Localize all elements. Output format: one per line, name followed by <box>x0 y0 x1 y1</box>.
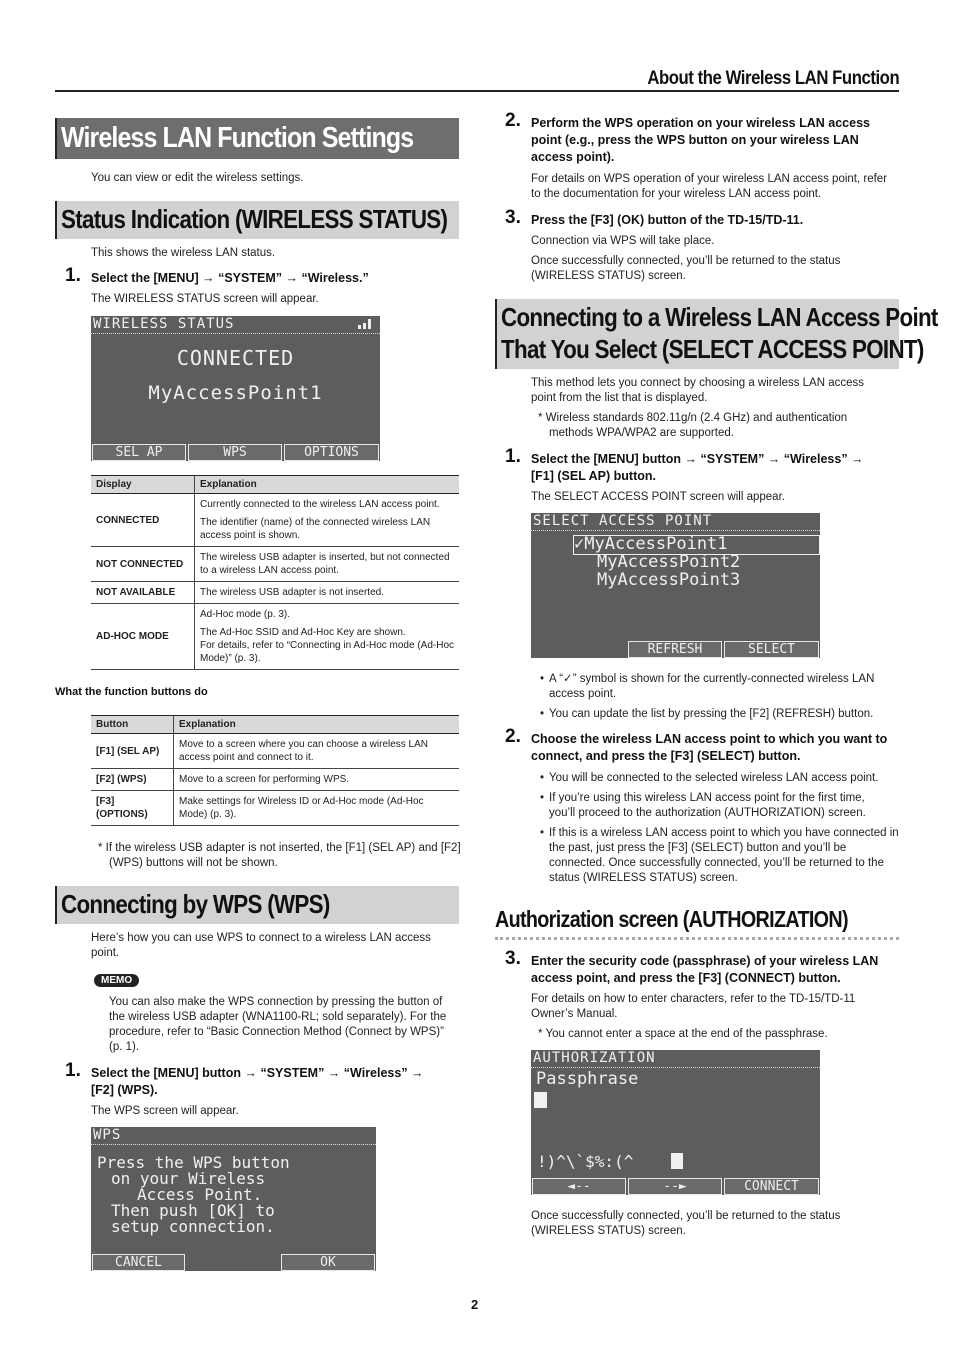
wps-step1-result: The WPS screen will appear. <box>91 1105 239 1117</box>
lcd-ap-name: MyAccessPoint1 <box>148 382 323 404</box>
buttons-table <box>91 715 459 826</box>
auth-step3: Enter the security code (passphrase) of your wireless LAN access point, and press the [F3] (CONNECT) button. <box>531 954 879 985</box>
f1-sel-ap-button[interactable]: SEL AP <box>92 444 186 461</box>
buttons-heading: What the function buttons do <box>55 686 208 698</box>
settings-intro: You can view or edit the wireless settings. <box>91 172 304 184</box>
ap-list-item[interactable]: MyAccessPoint2 <box>597 552 741 572</box>
step-number: 1. <box>65 265 81 286</box>
auth-step3-text: For details on how to enter characters, refer to the TD-15/TD-11 Owner’s Manual. <box>531 993 856 1020</box>
status-step1: Select the [MENU] → “SYSTEM” → “Wireless.” <box>91 271 369 285</box>
bullet-item: You will be connected to the selected wireless LAN access point. <box>549 772 879 784</box>
passphrase-cursor[interactable] <box>534 1092 547 1108</box>
wps-step3: Press the [F3] (OK) button of the TD-15/TD-11. <box>531 213 804 227</box>
character-cursor <box>671 1153 683 1169</box>
f2-wps-button[interactable]: WPS <box>188 444 282 461</box>
bullet-item: You can update the list by pressing the [F2] (REFRESH) button. <box>549 708 874 720</box>
table-row: CONNECTED Currently connected to the wireless LAN access point. The identifier (name) of the connected wireless LAN access point is shown. <box>91 494 459 547</box>
memo-badge: MEMO <box>94 974 139 987</box>
subsection-title-authorization: Authorization screen (AUTHORIZATION) <box>495 906 848 932</box>
select-step1: Select the [MENU] button → “SYSTEM” → “Wireless” → [F1] (SEL AP) button. <box>531 452 864 483</box>
ok-button[interactable]: OK <box>281 1254 375 1271</box>
wps-screen: WPS Press the WPS button on your Wireless Access Point. Then push [OK] to setup connection. CANCEL OK <box>91 1127 376 1271</box>
step-number: 1. <box>505 446 521 467</box>
table-row: [F3] (OPTIONS) Make settings for Wireless ID or Ad-Hoc mode (Ad-Hoc Mode) (p. 3). <box>91 791 459 826</box>
step-number: 2. <box>505 110 521 131</box>
wps-step3-text1: Connection via WPS will take place. <box>531 235 715 247</box>
lcd-title: SELECT ACCESS POINT <box>533 513 713 529</box>
cursor-left-button[interactable]: ◄-- <box>532 1178 626 1195</box>
bullet-item: A “✓” symbol is shown for the currently-connected wireless LAN access point. <box>549 673 875 700</box>
select-intro: This method lets you connect by choosing a wireless LAN access point from the list that is displayed. <box>531 377 865 404</box>
lcd-title: WIRELESS STATUS <box>93 316 235 332</box>
memo-text: You can also make the WPS connection by pressing the button of the wireless USB adapter (WNA1100-RL; sold separately). For the procedure, refer to “Basic Connection Method (Connect by WPS)” (p. 1). <box>109 996 447 1053</box>
passphrase-label: Passphrase <box>536 1069 639 1089</box>
table-row: NOT AVAILABLE The wireless USB adapter is not inserted. <box>91 582 459 604</box>
lcd-status-line: CONNECTED <box>176 346 295 370</box>
select-button[interactable]: SELECT <box>724 641 819 658</box>
footnote: * If the wireless USB adapter is not inserted, the [F1] (SEL AP) and [F2] (WPS) buttons will not be shown. <box>98 842 461 869</box>
dotted-rule <box>495 937 899 940</box>
step-number: 1. <box>65 1060 81 1081</box>
step-number: 3. <box>505 207 521 228</box>
table-row: [F1] (SEL AP) Move to a screen where you can choose a wireless LAN access point and connect to it. <box>91 734 459 769</box>
table-row: AD-HOC MODE Ad-Hoc mode (p. 3). The Ad-Hoc SSID and Ad-Hoc Key are shown. For details, refer to “Connecting in Ad-Hoc mode (Ad-Hoc Mode)” (p. 3). <box>91 604 459 670</box>
ap-list-item-selected[interactable]: ✓MyAccessPoint1 <box>573 535 820 555</box>
signal-icon <box>358 319 374 329</box>
bullet-item: If this is a wireless LAN access point to which you have connected in the past, just press the [F3] (SELECT) button and you’ll be connected. Once successfully connected, you’ll be returned to the status (WIRELESS STATUS) screen. <box>549 827 899 884</box>
wps-step2: Perform the WPS operation on your wireless LAN access point (e.g., press the WPS button on your wireless LAN access point). <box>531 116 870 164</box>
section-title-status: Status Indication (WIRELESS STATUS) <box>55 201 459 239</box>
cursor-right-button[interactable]: --► <box>628 1178 722 1195</box>
table-header: Button <box>91 716 174 734</box>
wps-intro: Here’s how you can use WPS to connect to a wireless LAN access point. <box>91 932 431 959</box>
table-header: Display <box>91 476 195 494</box>
running-title: About the Wireless LAN Function <box>647 68 899 89</box>
refresh-button[interactable]: REFRESH <box>628 641 722 658</box>
lcd-title: WPS <box>93 1127 122 1143</box>
cancel-button[interactable]: CANCEL <box>92 1254 185 1271</box>
step-number: 3. <box>505 948 521 969</box>
authorization-screen <box>531 1050 820 1195</box>
f3-options-button[interactable]: OPTIONS <box>284 444 379 461</box>
wps-step2-text: For details on WPS operation of your wireless LAN access point, refer to the documentation for your wireless LAN access point. <box>531 173 888 200</box>
status-intro: This shows the wireless LAN status. <box>91 247 276 259</box>
section-title-settings: Wireless LAN Function Settings <box>55 118 459 159</box>
wireless-status-screen <box>91 316 380 461</box>
wps-step1: Select the [MENU] button → “SYSTEM” → “Wireless” → [F2] (WPS). <box>91 1066 424 1097</box>
table-header: Explanation <box>195 476 460 494</box>
auth-note: * You cannot enter a space at the end of the passphrase. <box>538 1028 828 1040</box>
display-table <box>91 475 459 670</box>
status-step1-result: The WIRELESS STATUS screen will appear. <box>91 293 319 305</box>
section-title-select: Connecting to a Wireless LAN Access Point That You Select (SELECT ACCESS POINT) <box>495 299 899 369</box>
table-row: NOT CONNECTED The wireless USB adapter is inserted, but not connected to a wireless LAN access point. <box>91 547 459 582</box>
page-number: 2 <box>471 1297 479 1312</box>
select-step1-result: The SELECT ACCESS POINT screen will appear. <box>531 491 785 503</box>
auth-final-text: Once successfully connected, you’ll be returned to the status (WIRELESS STATUS) screen. <box>531 1210 841 1237</box>
select-step2: Choose the wireless LAN access point to which you want to connect, and press the [F3] (SELECT) button. <box>531 732 888 763</box>
wps-step3-text2: Once successfully connected, you’ll be returned to the status (WIRELESS STATUS) screen. <box>531 255 841 282</box>
connect-button[interactable]: CONNECT <box>724 1178 819 1195</box>
table-header: Explanation <box>174 716 460 734</box>
bullet-item: If you’re using this wireless LAN access point for the first time, you’ll proceed to the authorization (AUTHORIZATION) screen. <box>549 792 866 819</box>
ap-list-item[interactable]: MyAccessPoint3 <box>597 570 741 590</box>
character-selector[interactable]: !)^\`$%:(^ <box>537 1152 634 1171</box>
select-note: * Wireless standards 802.11g/n (2.4 GHz) and authentication methods WPA/WPA2 are supported. <box>538 412 848 439</box>
table-row: [F2] (WPS) Move to a screen for performing WPS. <box>91 769 459 791</box>
section-title-wps: Connecting by WPS (WPS) <box>55 886 459 924</box>
header-rule <box>55 90 899 92</box>
select-access-point-screen <box>531 513 820 658</box>
step-number: 2. <box>505 726 521 747</box>
lcd-title: AUTHORIZATION <box>533 1050 656 1066</box>
